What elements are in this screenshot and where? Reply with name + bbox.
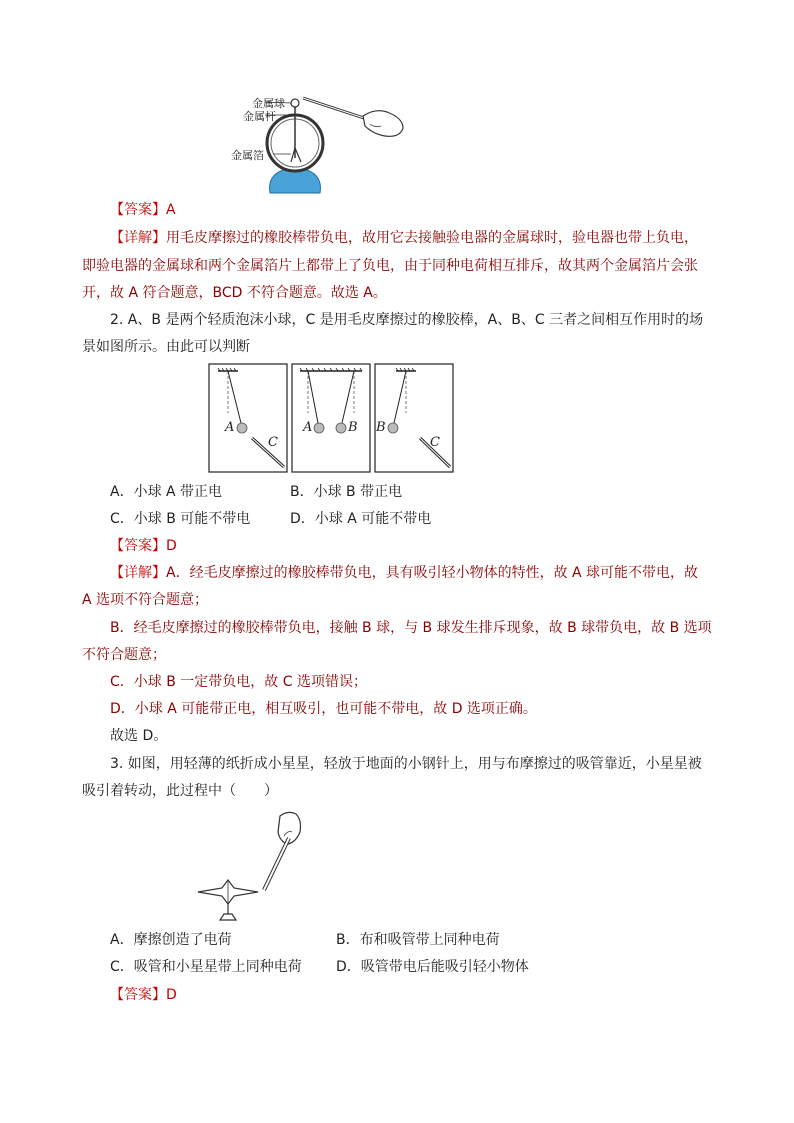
answer-value: D xyxy=(166,538,177,554)
q2-detail-line-3: B．经毛皮摩擦过的橡胶棒带负电，接触 B 球，与 B 球发生排斥现象，故 B 球带负电，故 B 选项 xyxy=(110,620,712,636)
q1-answer xyxy=(110,200,176,220)
fig2-label-b: B xyxy=(348,420,358,435)
straw-star-drawing xyxy=(192,808,322,926)
q2-detail-line-5: C．小球 B 一定带负电，故 C 选项错误； xyxy=(110,674,367,690)
q2-detail-line-2: A 选项不符合题意； xyxy=(82,592,209,608)
q3-option-c: C．吸管和小星星带上同种电荷 xyxy=(110,959,302,975)
q1-detail-line-1: 【详解】用毛皮摩擦过的橡胶棒带负电，故用它去接触验电器的金属球时，验电器也带上负电， xyxy=(110,230,698,246)
q2-stem-line-2: 景如图所示。由此可以判断 xyxy=(82,339,250,355)
answer-label: 【答案】 xyxy=(110,538,166,554)
label-metal-ball: 金属球 xyxy=(252,97,285,110)
q3-option-a: A．摩擦创造了电荷 xyxy=(110,932,232,948)
label-metal-foil: 金属箔 xyxy=(231,149,264,162)
q2-stem-line-1: 2. A、B 是两个轻质泡沫小球，C 是用毛皮摩擦过的橡胶棒，A、B、C 三者之间相互作用时的场 xyxy=(110,312,704,328)
q3-option-d: D．吸管带电后能吸引轻小物体 xyxy=(336,959,529,975)
figure-straw-star xyxy=(192,808,322,926)
answer-label: 【答案】 xyxy=(110,202,166,218)
figure-pendulums xyxy=(208,363,456,475)
fig2-label-c: C xyxy=(268,435,278,450)
q2-detail-line-6: D．小球 A 可能带正电，相互吸引，也可能不带电，故 D 选项正确。 xyxy=(110,701,537,717)
q3-stem-line-2: 吸引着转动，此过程中（ ） xyxy=(82,783,278,799)
answer-label: 【答案】 xyxy=(110,987,166,1003)
answer-value: D xyxy=(166,987,177,1003)
q2-option-d: D．小球 A 可能不带电 xyxy=(290,511,432,527)
detail-label: 【详解】 xyxy=(110,565,166,581)
detail-label: 【详解】 xyxy=(110,230,166,246)
q2-option-c: C．小球 B 可能不带电 xyxy=(110,511,251,527)
fig2-label-a: A xyxy=(303,420,313,435)
figure-electroscope xyxy=(225,88,415,198)
q3-answer xyxy=(110,985,177,1005)
q3-option-b: B．布和吸管带上同种电荷 xyxy=(336,932,500,948)
q2-answer xyxy=(110,536,177,556)
pendulum-drawing xyxy=(208,363,456,475)
fig2-label-a: A xyxy=(225,420,235,435)
q2-option-a: A．小球 A 带正电 xyxy=(110,484,223,500)
q2-option-b: B．小球 B 带正电 xyxy=(290,484,403,500)
q2-conclusion: 故选 D。 xyxy=(110,728,168,744)
q2-detail-line-1: 【详解】A．经毛皮摩擦过的橡胶棒带负电，具有吸引轻小物体的特性，故 A 球可能不带电，故 xyxy=(110,565,699,581)
q1-detail-line-2: 即验电器的金属球和两个金属箔片上都带上了负电，由于同种电荷相互排斥，故其两个金属箔片会张 xyxy=(82,258,698,274)
answer-value: A xyxy=(166,202,176,218)
q2-detail-line-4: 不符合题意； xyxy=(82,647,166,663)
q3-stem-line-1: 3. 如图，用轻薄的纸折成小星星，轻放于地面的小钢针上，用与布摩擦过的吸管靠近，小星星被 xyxy=(110,756,702,772)
q1-detail-line-3: 开，故 A 符合题意，BCD 不符合题意。故选 A。 xyxy=(82,285,387,301)
fig2-label-c: C xyxy=(430,435,440,450)
fig2-label-b: B xyxy=(376,420,386,435)
label-metal-rod: 金属杆 xyxy=(243,110,276,123)
